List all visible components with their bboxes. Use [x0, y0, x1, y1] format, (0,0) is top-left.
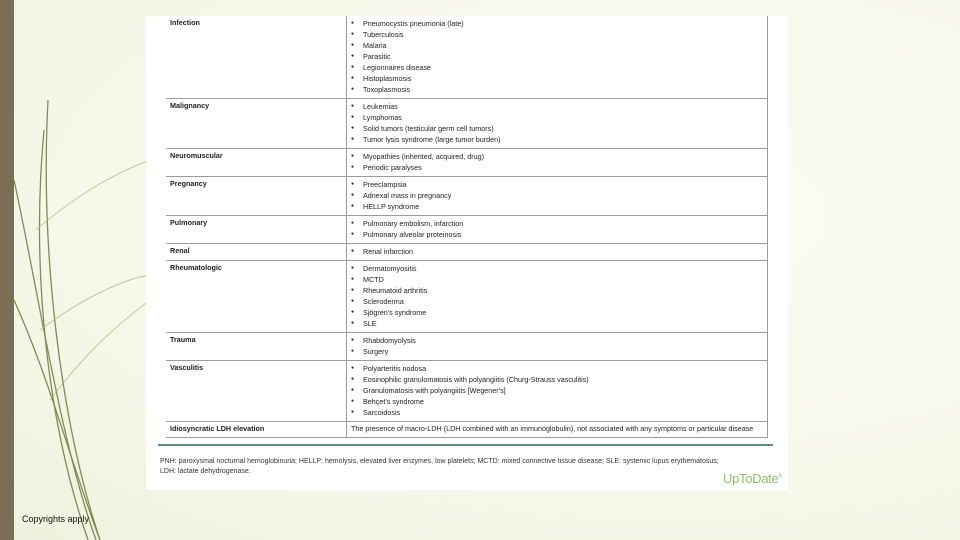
list-item: ● Behçet's syndrome [351, 396, 763, 407]
category-cell: Malignancy [166, 99, 347, 149]
list-item: ● Pulmonary embolism, infarction [351, 218, 763, 229]
logo-text: UpToDate [723, 471, 779, 486]
ldh-causes-table [166, 16, 768, 438]
category-cell: Neuromuscular [166, 149, 347, 177]
category-cell: Renal [166, 244, 347, 261]
list-item: ● Rhabdomyolysis [351, 335, 763, 346]
cause-list [351, 101, 763, 145]
list-item: ● Adnexal mass in pregnancy [351, 190, 763, 201]
table-row [166, 177, 768, 216]
cause-list [351, 246, 763, 257]
table-row [166, 261, 768, 333]
list-item: ● Scleroderma [351, 296, 763, 307]
abbreviation-footnote: PNH: paroxysmal nocturnal hemoglobinuria; HELLP: hemolysis, elevated liver enzymes, low platelets; MCTD: mixed connective tissue disease; SLE: systemic lupus erythematosus; LDH: lactate dehydrogenase. [160, 458, 719, 475]
list-item: ● Pneumocystis pneumonia (late) [351, 18, 763, 29]
items-cell [347, 177, 768, 216]
category-cell: Idiosyncratic LDH elevation [166, 422, 347, 438]
category-cell: Pregnancy [166, 177, 347, 216]
list-item: ● Toxoplasmosis [351, 84, 763, 95]
items-cell [347, 244, 768, 261]
list-item: ● Pulmonary alveolar proteinosis [351, 229, 763, 240]
list-item: ● Leukemias [351, 101, 763, 112]
list-item: ● MCTD [351, 274, 763, 285]
table-row [166, 16, 768, 99]
table-row [166, 99, 768, 149]
table-row [166, 333, 768, 361]
category-cell: Trauma [166, 333, 347, 361]
list-item: ● Granulomatosis with polyangiitis [Wegener's] [351, 385, 763, 396]
list-item: ● HELLP syndrome [351, 201, 763, 212]
cause-list [351, 218, 763, 240]
list-item: ● Legionnaires disease [351, 62, 763, 73]
list-item: ● Lymphomas [351, 112, 763, 123]
category-cell: Vasculitis [166, 361, 347, 422]
table-image [146, 16, 788, 490]
decorative-leaf-lines [0, 0, 160, 540]
list-item: ● Myopathies (inherited, acquired, drug) [351, 151, 763, 162]
items-cell [347, 333, 768, 361]
list-item: ● Preeclampsia [351, 179, 763, 190]
category-cell: Infection [166, 16, 347, 99]
list-item: ● Eosinophilic granulomatosis with polyangiitis (Churg-Strauss vasculitis) [351, 374, 763, 385]
table-row [166, 149, 768, 177]
copyright-notice: Copyrights apply [22, 514, 90, 524]
list-item: ● Solid tumors (testicular germ cell tumors) [351, 123, 763, 134]
list-item: ● Sjögren's syndrome [351, 307, 763, 318]
uptodate-logo [723, 471, 782, 486]
table-row [166, 361, 768, 422]
list-item: ● Rheumatoid arthritis [351, 285, 763, 296]
list-item: ● Tumor lysis syndrome (large tumor burden) [351, 134, 763, 145]
logo-registered-mark: ® [778, 473, 782, 480]
category-cell: Pulmonary [166, 216, 347, 244]
table-bottom-rule [158, 444, 773, 446]
list-item: ● Surgery [351, 346, 763, 357]
list-item: ● Parasitic [351, 51, 763, 62]
cause-list [351, 151, 763, 173]
description-cell: The presence of macro-LDH (LDH combined with an immunoglobulin), not associated with any symptoms or particular disease [347, 422, 768, 438]
list-item: ● Renal infarction [351, 246, 763, 257]
items-cell [347, 361, 768, 422]
list-item: ● Tuberculosis [351, 29, 763, 40]
list-item: ● Malaria [351, 40, 763, 51]
list-item: ● Periodic paralyses [351, 162, 763, 173]
items-cell [347, 261, 768, 333]
list-item: ● Dermatomyositis [351, 263, 763, 274]
list-item: ● Histoplasmosis [351, 73, 763, 84]
list-item: ● Polyarteritis nodosa [351, 363, 763, 374]
list-item: ● SLE [351, 318, 763, 329]
items-cell [347, 149, 768, 177]
list-item: ● Sarcoidosis [351, 407, 763, 418]
category-cell: Rheumatologic [166, 261, 347, 333]
cause-list [351, 179, 763, 212]
cause-list [351, 335, 763, 357]
items-cell [347, 16, 768, 99]
cause-list [351, 18, 763, 95]
table-row [166, 216, 768, 244]
cause-list [351, 363, 763, 418]
items-cell [347, 216, 768, 244]
items-cell [347, 99, 768, 149]
cause-list [351, 263, 763, 329]
table-row [166, 244, 768, 261]
table-row [166, 422, 768, 438]
